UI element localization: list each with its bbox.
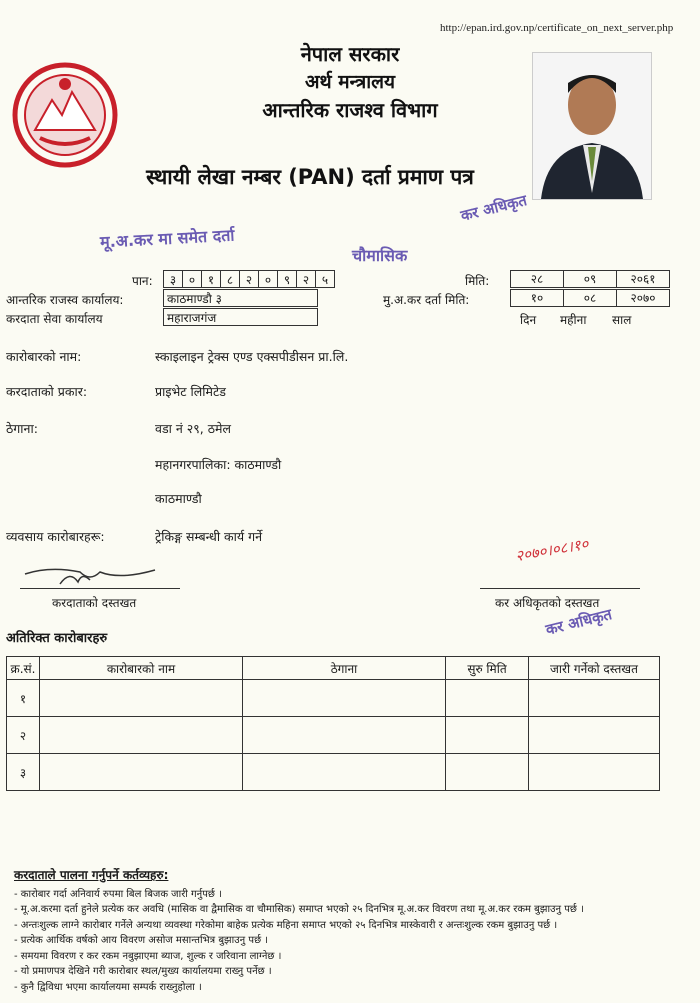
- table-row: [7, 680, 660, 717]
- duty-item: - प्रत्येक आर्थिक वर्षको आय विवरण असोज मसान्तभित्र बुझाउनु पर्छ ।: [14, 933, 694, 949]
- date-header-year: साल: [612, 313, 632, 327]
- taxpayer-signature-mark: [20, 562, 160, 596]
- officer-stamp-bottom: कर अधिकृत: [543, 605, 614, 639]
- quarterly-stamp: चौमासिक: [352, 246, 408, 265]
- address-label: ठेगाना:: [6, 421, 38, 436]
- taxpayer-duties: [14, 868, 694, 995]
- pan-digit: १: [202, 271, 221, 288]
- pan-digit: ३: [164, 271, 183, 288]
- duty-item: - अन्तःशुल्क लाग्ने कारोबार गर्नेले अन्यथा व्यवस्था गरेकोमा बाहेक प्रत्येक महिना समाप्त भएको २५ दिनभित्र मास्केवारी र अन्तःशुल्क रकम बुझाउनु पर्छ ।: [14, 918, 694, 934]
- taxpayer-type-label: करदाताको प्रकार:: [6, 384, 88, 399]
- row-number: २: [7, 717, 40, 754]
- officer-handwritten-date: २०७०।०८।१०: [513, 534, 590, 566]
- extra-businesses-table: [6, 656, 660, 791]
- vat-date-day: १०: [511, 290, 564, 306]
- business-name-value: स्काइलाइन ट्रेक्स एण्ड एक्सपीडीसन प्रा.लि.: [155, 349, 349, 364]
- table-header-sn: क्र.सं.: [7, 657, 40, 680]
- date-label: मिति:: [465, 274, 490, 288]
- pan-digit: ५: [321, 272, 329, 287]
- pan-digit: २: [297, 271, 316, 288]
- date-header-day: दिन: [520, 313, 537, 327]
- table-row: [7, 754, 660, 791]
- table-cell: [446, 680, 529, 717]
- table-cell: [446, 717, 529, 754]
- row-number: ३: [7, 754, 40, 791]
- address-line-3: काठमाण्डौ: [155, 491, 202, 506]
- table-cell: [40, 680, 243, 717]
- table-cell: [529, 680, 660, 717]
- duty-item: - मू.अ.करमा दर्ता हुनेले प्रत्येक कर अवधि (मासिक वा द्वैमासिक वा चौमासिक) समाप्त भएको २५ दिनभित्र मू.अ.कर विवरण तथा मू.अ.कर रकम बुझाउनु पर्छ ।: [14, 902, 694, 918]
- pan-digit: ०: [183, 271, 202, 288]
- ministry-heading: अर्थ मन्त्रालय: [304, 71, 396, 93]
- taxpayer-office-label: करदाता सेवा कार्यालय: [6, 312, 103, 326]
- duty-item: - कुनै द्विविधा भएमा कार्यालयमा सम्पर्क राख्नुहोला ।: [14, 980, 694, 996]
- department-heading: आन्तरिक राजश्व विभाग: [262, 98, 438, 122]
- officer-signature-line: [480, 588, 640, 589]
- table-cell: [40, 717, 243, 754]
- table-cell: [243, 754, 446, 791]
- table-header-start-date: सुरु मिति: [446, 657, 529, 680]
- taxpayer-signature-label: करदाताको दस्तखत: [52, 596, 137, 610]
- table-header-business-name: कारोबारको नाम: [40, 657, 243, 680]
- table-row: [7, 717, 660, 754]
- taxpayer-type-value: प्राइभेट लिमिटेड: [155, 384, 226, 399]
- ird-office-label: आन्तरिक राजस्व कार्यालय:: [6, 293, 124, 307]
- taxpayer-office-value: महाराजगंज: [163, 308, 318, 326]
- business-activities-value: ट्रेकिङ्ग सम्बन्धी कार्य गर्ने: [155, 529, 263, 544]
- pan-label: पान:: [132, 274, 153, 288]
- duty-item: - समयमा विवरण र कर रकम नबुझाएमा ब्याज, शुल्क र जरिवाना लाग्नेछ ।: [14, 949, 694, 965]
- table-cell: [446, 754, 529, 791]
- pan-number: [163, 270, 335, 288]
- pan-digit: ९: [278, 271, 297, 288]
- date-header-month: महीना: [560, 313, 587, 327]
- date-month: ०९: [564, 271, 617, 287]
- address-line-1: वडा नं २९, ठमेल: [155, 421, 231, 436]
- table-cell: [529, 754, 660, 791]
- table-header-issuer-signature: जारी गर्नेको दस्तखत: [529, 657, 660, 680]
- extra-businesses-title: अतिरिक्त कारोबारहरु: [6, 631, 108, 646]
- pan-digit: ८: [221, 271, 240, 288]
- table-cell: [243, 680, 446, 717]
- officer-stamp-top: कर अधिकृत: [458, 191, 529, 225]
- table-cell: [529, 717, 660, 754]
- pan-digit: २: [240, 271, 259, 288]
- duty-item: - यो प्रमाणपत्र देखिने गरी कारोबार स्थल/मुख्य कार्यालयमा राख्नु पर्नेछ ।: [14, 964, 694, 980]
- business-activities-label: व्यवसाय कारोबारहरू:: [6, 529, 105, 544]
- certificate-title: स्थायी लेखा नम्बर (PAN) दर्ता प्रमाण पत्र: [146, 165, 474, 189]
- vat-date-year: २०७०: [630, 291, 656, 305]
- date-year: २०६१: [630, 272, 656, 286]
- date-day: २८: [511, 271, 564, 287]
- registration-date: [510, 270, 670, 288]
- pan-digit: ०: [259, 271, 278, 288]
- ird-office-value: काठमाण्डौ ३: [163, 289, 318, 307]
- business-name-label: कारोबारको नाम:: [6, 349, 82, 364]
- vat-registered-stamp: मू.अ.कर मा समेत दर्ता: [99, 225, 235, 252]
- taxpayer-signature-line: [20, 588, 180, 589]
- duties-title: करदाताले पालना गर्नुपर्ने कर्तव्यहरु:: [14, 868, 169, 882]
- row-number: १: [7, 680, 40, 717]
- table-cell: [243, 717, 446, 754]
- vat-date-label: मु.अ.कर दर्ता मिति:: [383, 293, 470, 307]
- government-heading: नेपाल सरकार: [300, 42, 400, 66]
- duty-item: - कारोबार गर्दा अनिवार्य रुपमा बिल बिजक जारी गर्नुपर्छ ।: [14, 887, 694, 903]
- certificate-url: http://epan.ird.gov.np/certificate_on_next_server.php: [440, 22, 674, 34]
- duties-list: [14, 887, 694, 996]
- address-line-2: महानगरपालिका: काठमाण्डौ: [155, 457, 282, 472]
- table-header-address: ठेगाना: [243, 657, 446, 680]
- vat-date-month: ०८: [564, 290, 617, 306]
- vat-registration-date: [510, 289, 670, 307]
- table-cell: [40, 754, 243, 791]
- officer-signature-label: कर अधिकृतको दस्तखत: [495, 596, 600, 610]
